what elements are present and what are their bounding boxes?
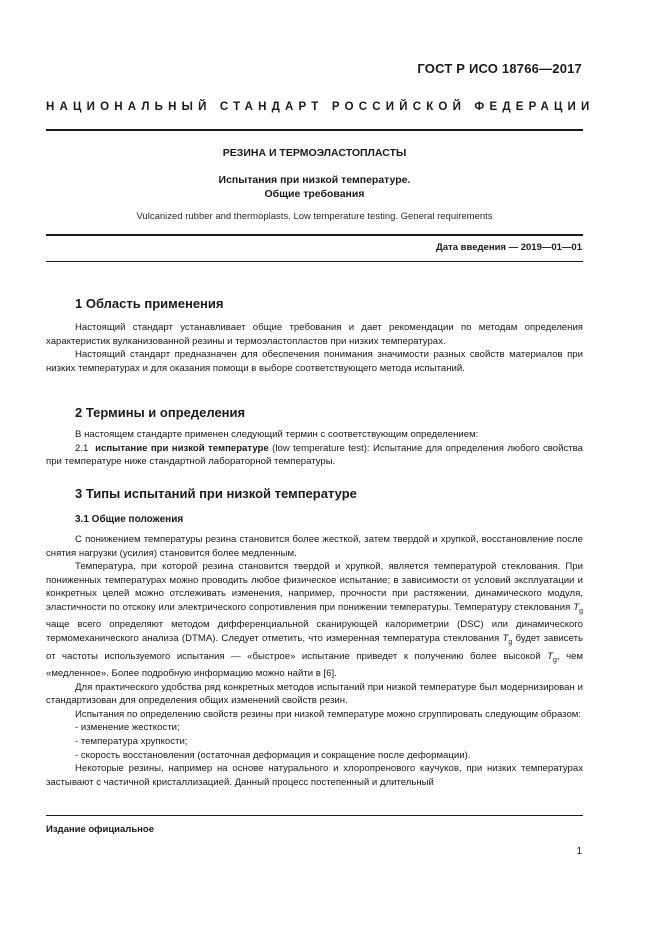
section-1-body <box>46 321 583 375</box>
national-standard-banner: НАЦИОНАЛЬНЫЙ СТАНДАРТ РОССИЙСКОЙ ФЕДЕРАЦИИ <box>46 101 595 113</box>
page-number: 1 <box>576 846 582 857</box>
section-1-paragraph: Настоящий стандарт предназначен для обеспечения понимания значимости разных свойств материалов при низких температурах и для оказания помощи в выборе соответствующего метода испытаний. <box>46 349 583 374</box>
english-title: Vulcanized rubber and thermoplasts. Low temperature testing. General requirements <box>136 211 493 222</box>
footer-rule <box>46 815 583 816</box>
section-1-paragraph: Настоящий стандарт устанавливает общие требования и дает рекомендации по методам определения характеристик вулканизованной резины и термоэластопластов при низких температурах. <box>46 322 583 347</box>
section-3-heading: 3 Типы испытаний при низкой температуре <box>75 486 357 501</box>
standard-subtitle <box>46 173 583 201</box>
date-rule <box>46 261 583 262</box>
official-edition-label: Издание официальное <box>46 824 154 835</box>
section-3-paragraph-glass-transition: Температура, при которой резина становится твердой и хрупкой, является температурой стеклования. При пониженных температурах можно проводить любое физическое испытание; в зависимости от условий эксплуатации и конкретных целей можно отслеживать изменения, например, прочности при растяжении, динамического модуля, эластичности по отскоку или электрического сопротивления при понижении температуры. Температуру стеклования $T_g$ чаще всего определяют методом дифференциальной сканирующей калориметрии (DSC) или динамического термомеханического анализа (DTMA). Следует отметить, что измеренная температура стеклования $T_g$ будет зависеть от частоты используемого испытания — «быстрое» испытание приведет к получению более высокой $T_g$, чем «медленное». Более подробную информацию можно найти в [6]. <box>46 561 584 680</box>
introduction-date: Дата введения — 2019—01—01 <box>436 242 582 253</box>
term-name: испытание при низкой температуре <box>95 442 269 454</box>
subtitle-line-2: Общие требования <box>264 188 365 200</box>
section-3-paragraph: Некоторые резины, например на основе натурального и хлоропренового каучуков, при низких температурах застывают с частичной кристаллизацией. Данный процесс постепенный и длительный <box>46 763 583 788</box>
term-definition <box>46 442 583 469</box>
section-2-body <box>46 428 583 469</box>
section-2-paragraph: В настоящем стандарте применен следующий термин с соответствующим определением: <box>75 429 479 440</box>
section-3-body <box>46 533 583 789</box>
list-item: - скорость восстановления (остаточная деформация и сокращение после деформации). <box>75 749 471 761</box>
standard-title: РЕЗИНА И ТЕРМОЭЛАСТОПЛАСТЫ <box>222 147 407 159</box>
term-number: 2.1 <box>75 442 89 454</box>
section-3-paragraph: Для практического удобства ряд конкретных методов испытаний при низкой температуре был модернизирован и стандартизован для определения общих изменений свойств резин. <box>46 681 583 707</box>
title-rule <box>46 234 583 236</box>
term-text: (low temperature test): Испытание для определения любого свойства при температуре ниже стандартной лабораторной температуры. <box>46 442 583 468</box>
list-item: - температура хрупкости; <box>75 736 188 748</box>
section-2-heading: 2 Термины и определения <box>75 405 246 420</box>
subsection-3-1-heading: 3.1 Общие положения <box>75 514 184 525</box>
section-3-paragraph: Испытания по определению свойств резины при низкой температуре можно сгруппировать следующим образом: <box>75 708 582 720</box>
document-code: ГОСТ Р ИСО 18766—2017 <box>417 61 582 76</box>
section-1-heading: 1 Область применения <box>75 296 224 311</box>
list-item: - изменение жесткости; <box>75 722 180 734</box>
subtitle-line-1: Испытания при низкой температуре. <box>218 174 411 186</box>
section-3-paragraph: С понижением температуры резина становится более жесткой, затем твердой и хрупкой, восстановление после снятия нагрузки (усилия) становится более медленным. <box>46 534 583 559</box>
banner-rule <box>46 129 583 131</box>
